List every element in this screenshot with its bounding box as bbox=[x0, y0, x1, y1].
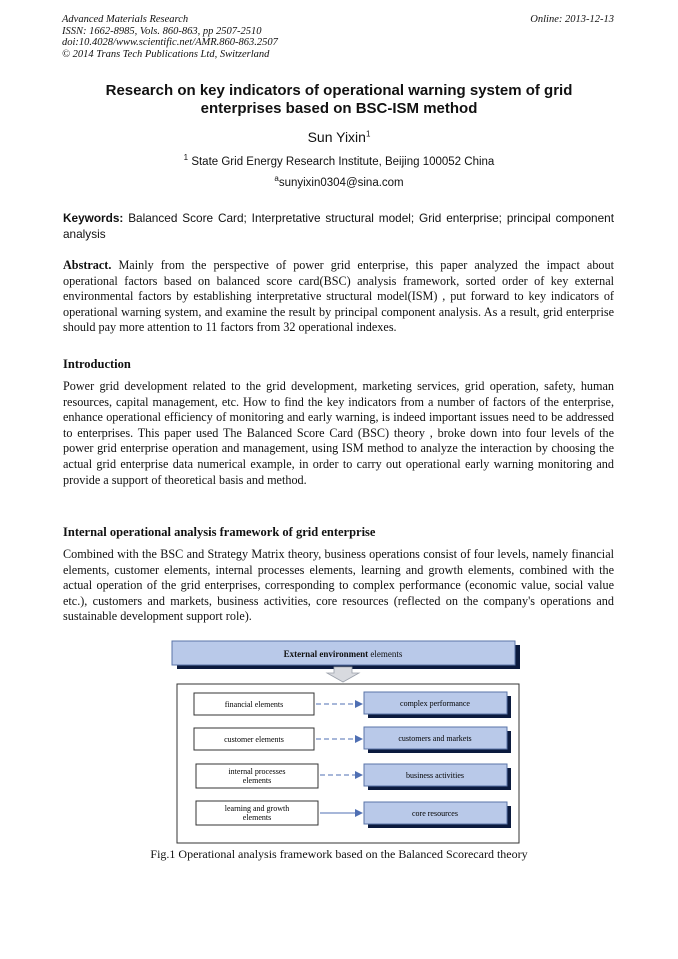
right-label-core: core resources bbox=[412, 809, 458, 818]
right-label-business: business activities bbox=[406, 771, 464, 780]
left-label-financial: financial elements bbox=[224, 700, 284, 709]
keywords-text: Balanced Score Card; Interpretative structural model; Grid enterprise; principal component analysis bbox=[63, 211, 614, 241]
affiliation-text: State Grid Energy Research Institute, Beijing 100052 China bbox=[191, 156, 495, 168]
down-arrow bbox=[327, 667, 359, 682]
intro-heading: Introduction bbox=[63, 357, 131, 371]
section2-heading: Internal operational analysis framework of grid enterprise bbox=[63, 525, 376, 539]
journal-copyright: © 2014 Trans Tech Publications Ltd, Switzerland bbox=[62, 48, 270, 60]
internal-label-line2: elements bbox=[242, 776, 272, 785]
email-sup: a bbox=[274, 174, 279, 184]
journal-name: Advanced Materials Research bbox=[62, 14, 189, 25]
abstract-text: Mainly from the perspective of power grid enterprise, this paper analyzed the impact about operational factors based on balanced score card(BSC) analysis framework, sorted order of key external environmental factors by establishing interpretative structural model(ISM) , put forward to key indicators of operational warning system, and examine the result by principal component analysis. As a result, grid enterprise should pay more attention to 11 factors from 32 operational indexes. bbox=[63, 258, 614, 335]
journal-issn: ISSN: 1662-8985, Vols. 860-863, pp 2507-2510 bbox=[62, 25, 262, 37]
internal-label-line1: internal processes bbox=[228, 767, 286, 776]
learning-label-line1: learning and growth bbox=[224, 804, 290, 813]
affiliation-sup: 1 bbox=[183, 153, 189, 163]
abstract-label: Abstract. bbox=[63, 258, 112, 272]
email-text: sunyixin0304@sina.com bbox=[278, 177, 404, 189]
external-label bbox=[284, 649, 403, 659]
external-label-rest: elements bbox=[368, 649, 403, 659]
right-label-complex: complex performance bbox=[400, 699, 470, 708]
title-line-1: Research on key indicators of operational warning system of grid bbox=[105, 82, 573, 99]
left-label-customer: customer elements bbox=[224, 735, 284, 744]
author-sup: 1 bbox=[365, 129, 371, 139]
keywords-label: Keywords: bbox=[63, 211, 124, 225]
author-name: Sun Yixin bbox=[307, 129, 366, 145]
right-label-customers: customers and markets bbox=[398, 734, 472, 743]
online-date: Online: 2013-12-13 bbox=[530, 14, 614, 25]
learning-label-line2: elements bbox=[242, 813, 272, 822]
intro-text: Power grid development related to the grid development, marketing services, grid operation, safety, human resources, capital management, etc. How to find the key indicators from a number of factors of the enterprise, enhance operational efficiency of monitoring and early warning, is indeed important issues need to be addressed to enterprises. This paper used The Balanced Score Card (BSC) theory , broke down into four levels of the power grid enterprise operation and management, using ISM method to analyze the interaction by choosing the actual grid enterprise data numerical example, in order to carry out operational early warning monitoring and provide a support of theoretical basis and method. bbox=[63, 379, 614, 487]
figure-caption: Fig.1 Operational analysis framework based on the Balanced Scorecard theory bbox=[150, 847, 528, 861]
journal-doi: doi:10.4028/www.scientific.net/AMR.860-863.2507 bbox=[62, 37, 278, 49]
title-line-2: enterprises based on BSC-ISM method bbox=[200, 100, 478, 117]
external-label-bold: External environment bbox=[283, 649, 369, 659]
section2-text: Combined with the BSC and Strategy Matrix theory, business operations consist of four levels, namely financial elements, customer elements, internal processes elements, learning and growth elements, combined with the actual operation of the grid enterprises, corresponding to complex performance (economic value, social value etc.), customers and markets, business activities, core resources (reflected on the company's operations and sustainable development support role). bbox=[63, 547, 614, 624]
